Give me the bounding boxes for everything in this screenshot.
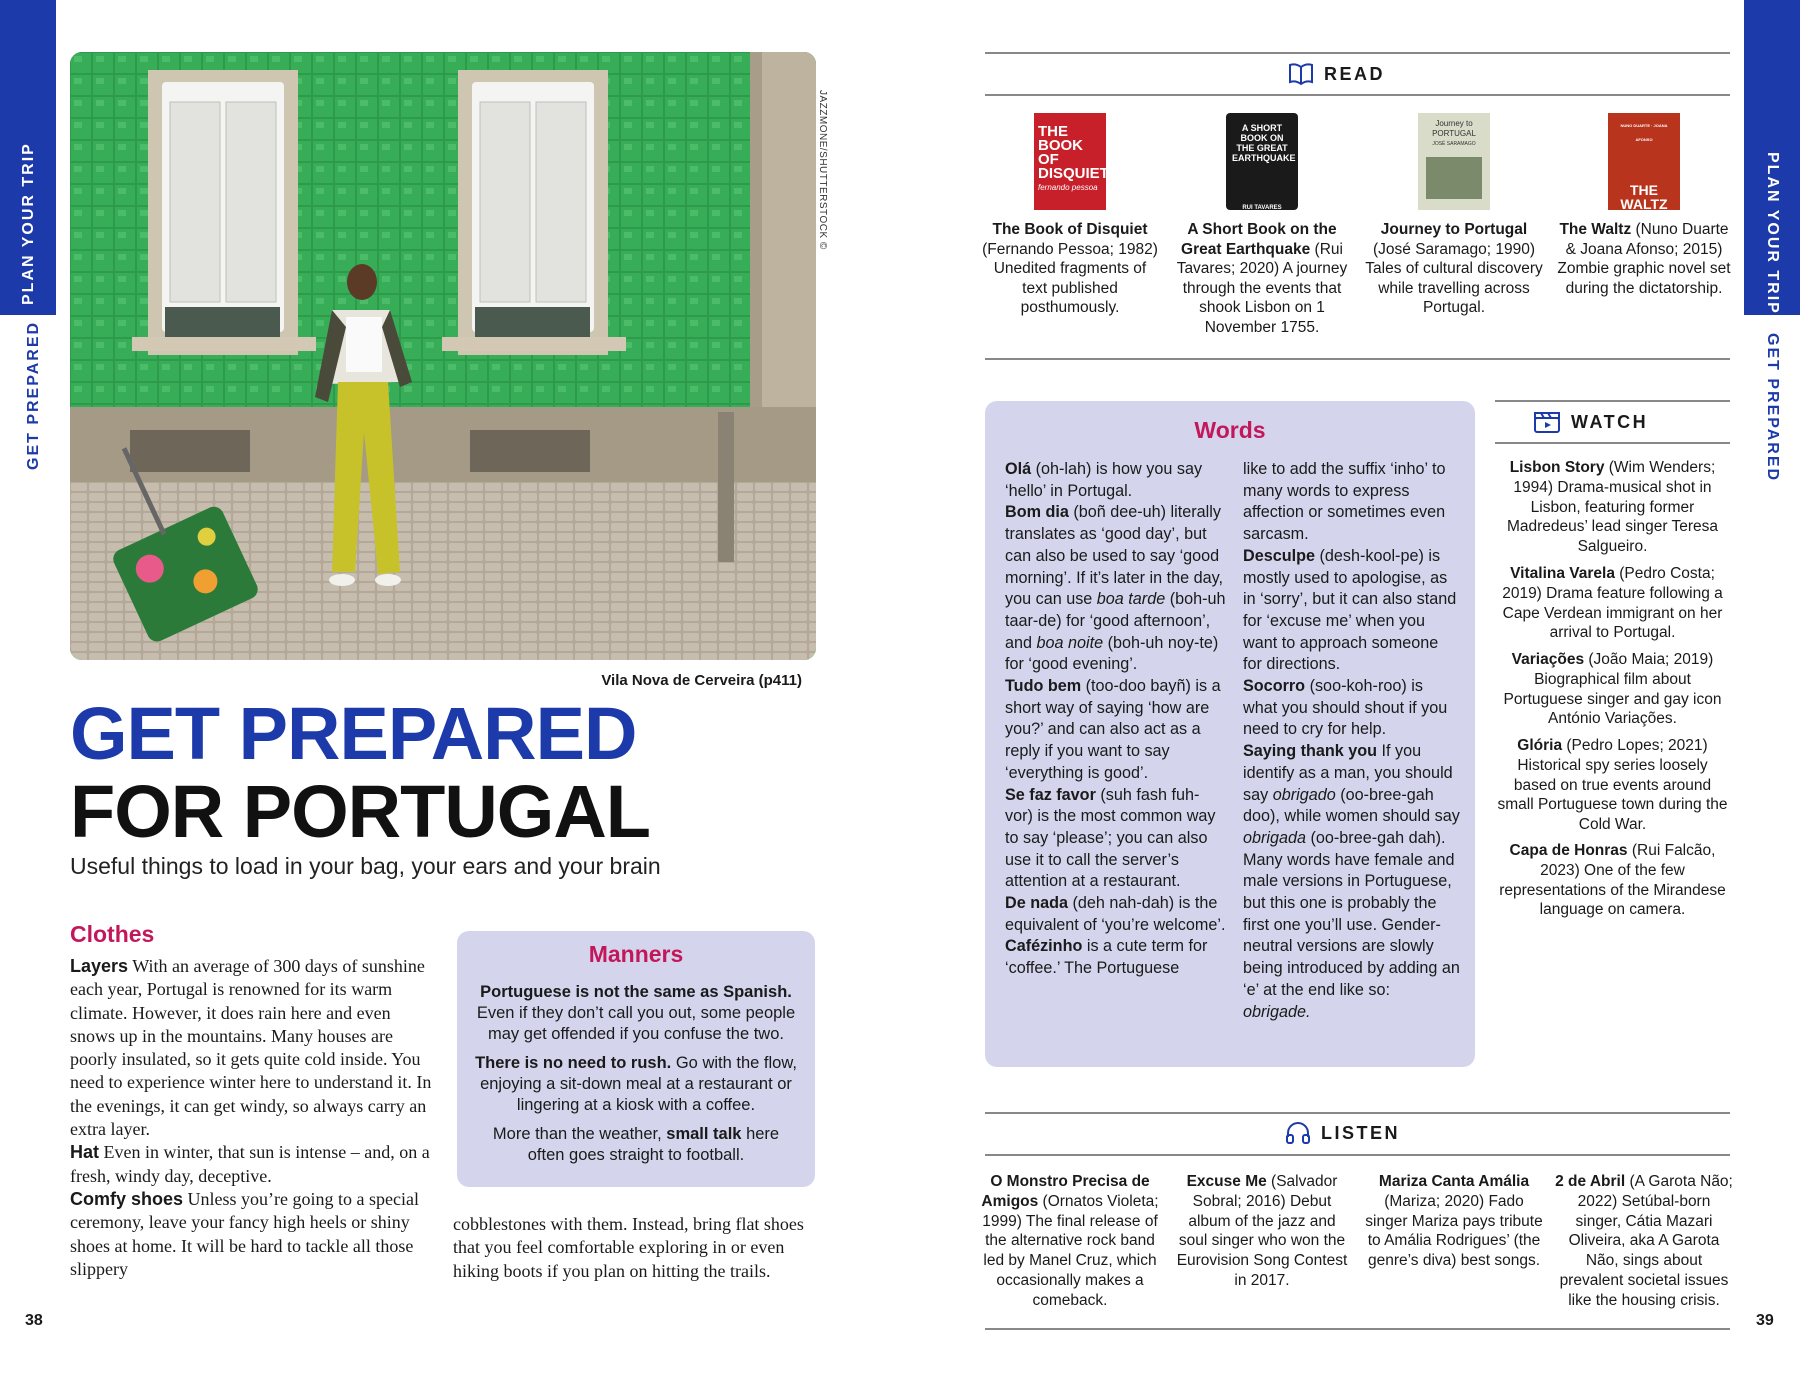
clothes-text-shoes: Unless you’re going to a special ceremony, leave your fancy high heels or shiny shoes at home. It will be hard to tackle all those slippery — [70, 1188, 419, 1279]
read-bottom-rule — [985, 94, 1730, 96]
manners-tip-2-bold: There is no need to rush. — [475, 1054, 672, 1072]
clothes-text-layers: With an average of 300 days of sunshine each year, Portugal is renowned for its warm climate. However, it does rain here and even snows up in the mountains. Many houses are poorly insulated, so it gets quite cold inside. You need to experience winter here to understand it. In the evenings, it can get windy, so always carry an extra layer. — [70, 956, 432, 1140]
book-entry-waltz: The Waltz (Nuno Duarte & Joana Afonso; 2015) Zombie graphic novel set during the dictatorship. — [1557, 221, 1731, 297]
headphones-icon — [1285, 1121, 1311, 1145]
words-column-2: like to add the suffix ‘inho’ to many words to express affection or sometimes even sarcasm. Desculpe (desh-kool-pe) is mostly used to apologise, as in ‘sorry’, but it can also stand for ‘excuse me’ when you want to approach someone for directions. Socorro (soo-koh-roo) is what you should shout if you need to cry for help. Saying thank you If you identify as a man, you should say obrigado (oo-bree-gah doo), while women should say obrigada (oo-bree-gah dah). Many words have female and male versions in Portuguese, but this one is probably the first one you’ll use. Gender-neutral versions are slowly being introduced by adding an ‘e’ at the end like so: obrigade. — [1243, 460, 1460, 1021]
manners-tip-3-bold: small talk — [666, 1125, 742, 1143]
photo-caption: Vila Nova de Cerveira (p411) — [601, 672, 802, 689]
manners-tip-3-text: here often goes straight to football. — [527, 1125, 780, 1164]
clothes-term-shoes: Comfy shoes — [70, 1188, 184, 1209]
clothes-term-hat: Hat — [70, 1142, 100, 1163]
words-heading: Words — [1194, 417, 1266, 443]
right-section-label: GET PREPARED — [1764, 333, 1781, 483]
watch-heading-label: WATCH — [1571, 411, 1649, 432]
read-heading-label: READ — [1324, 63, 1386, 84]
clothes-term-layers: Layers — [70, 956, 129, 976]
clothes-heading: Clothes — [70, 921, 155, 947]
book-entry-earthquake: A Short Book on the Great Earthquake (Rui Tavares; 2020) A journey through the events that shook Lisbon on 1 November 1755. — [1176, 221, 1348, 336]
manners-box — [457, 931, 815, 1187]
listen-item-mariza: Mariza Canta Amália (Mariza; 2020) Fado singer Mariza pays tribute to Amália Rodrigues’ (the genre’s diva) best songs. — [1365, 1173, 1543, 1270]
watch-bottom-rule — [1495, 442, 1730, 444]
book-entry-journey: Journey to Portugal (José Saramago; 1990) Tales of cultural discovery while travelling across Portugal. — [1365, 221, 1543, 317]
book-cover-journey: Journey to PORTUGAL JOSÉ SARAMAGO — [1418, 113, 1490, 210]
book-cover-waltz: NUNO DUARTE · JOANA AFONSO THE WALTZ — [1608, 113, 1680, 210]
title-line-1: GET PREPARED — [70, 692, 637, 775]
words-column-1: Olá (oh-lah) is how you say ‘hello’ in Portugal. Bom dia (boñ dee-uh) literally translates as ‘good day’, but can also be used to say ‘good morning’. If it’s later in the day, you can use boa tarde (boh-uh taar-de) for ‘good afternoon’, and boa noite (boh-uh noy-te) for ‘good evening’. Tudo bem (too-doo bayñ) is a short way of saying ‘how are you?’ and can also act as a reply if you want to say ‘everything is good’. Se faz favor (suh fash fuh-vor) is the most common way to say ‘please’; you can also use it to call the server’s attention at a restaurant. De nada (deh nah-dah) is the equivalent of ‘you’re welcome’. Cafézinho is a cute term for ‘coffee.’ The Portuguese — [1005, 460, 1226, 978]
traveller-street-illustration — [70, 52, 816, 660]
clothes-text-column-2: cobblestones with them. Instead, bring flat shoes that you feel comfortable exploring in or even hiking boots if you plan on hitting the trails. — [453, 1214, 804, 1281]
clapperboard-icon — [1533, 410, 1561, 434]
watch-item-variacoes: Variações (João Maia; 2019) Biographical film about Portuguese singer and gay icon António Variações. — [1503, 651, 1722, 728]
page-subtitle: Useful things to load in your bag, your ears and your brain — [70, 853, 661, 879]
manners-tip-2-text: Go with the flow, enjoying a sit-down meal at a restaurant or lingering at a kiosk with a coffee. — [480, 1054, 797, 1114]
manners-tip-2 — [457, 1053, 815, 1116]
watch-item-vitalina-varela: Vitalina Varela (Pedro Costa; 2019) Drama feature following a Cape Verdean immigrant on her arrival to Portugal. — [1502, 565, 1723, 642]
words-box — [985, 401, 1475, 1067]
listen-item-ornatos-violeta: O Monstro Precisa de Amigos (Ornatos Violeta; 1999) The final release of the alternative rock band led by Manel Cruz, which occasionally makes a comeback. — [981, 1173, 1159, 1309]
photo-credit: JAZZMONE/SHUTTERSTOCK © — [817, 90, 828, 250]
left-section-label: GET PREPARED — [25, 320, 42, 470]
right-tab-label: PLAN YOUR TRIP — [1764, 152, 1781, 315]
book-entry-disquiet: The Book of Disquiet (Fernando Pessoa; 1982) Unedited fragments of text published posthumously. — [982, 221, 1158, 317]
watch-heading — [1533, 410, 1648, 434]
page-number-left: 38 — [25, 1312, 43, 1329]
listen-section-end-rule — [985, 1328, 1730, 1330]
page-number-right: 39 — [1756, 1312, 1774, 1329]
page-title — [70, 692, 650, 853]
listen-item-salvador-sobral: Excuse Me (Salvador Sobral; 2016) Debut album of the jazz and soul singer who won the Eurovision Song Contest in 2017. — [1176, 1173, 1348, 1289]
right-side-tab — [1744, 0, 1800, 315]
listen-heading — [1285, 1121, 1400, 1145]
book-cover-earthquake: A SHORT BOOK ON THE GREAT EARTHQUAKE RUI TAVARES — [1226, 113, 1298, 210]
read-heading — [1288, 62, 1385, 86]
watch-item-lisbon-story: Lisbon Story (Wim Wenders; 1994) Drama-musical shot in Lisbon, featuring former Madredeus’ lead singer Teresa Salgueiro. — [1506, 459, 1719, 556]
clothes-text-column-1 — [70, 955, 435, 1281]
manners-tip-3 — [457, 1124, 815, 1166]
manners-tip-1-bold: Portuguese is not the same as Spanish. — [480, 983, 792, 1001]
title-line-2: FOR PORTUGAL — [70, 770, 650, 853]
clothes-text-hat: Even in winter, that sun is intense – and, on a fresh, windy day, deceptive. — [70, 1142, 430, 1186]
listen-top-rule — [985, 1112, 1730, 1114]
manners-heading: Manners — [588, 941, 684, 967]
watch-item-gloria: Glória (Pedro Lopes; 2021) Historical spy series loosely based on true events around small Portuguese town during the Cold War. — [1497, 737, 1728, 834]
hero-photo — [70, 52, 816, 660]
listen-item-a-garota-nao: 2 de Abril (A Garota Não; 2022) Setúbal-born singer, Cátia Mazari Oliveira, aka A Garota Não, sings about prevalent societal issues like the housing crisis. — [1555, 1173, 1733, 1309]
read-section-end-rule — [985, 358, 1730, 360]
manners-tip-3-pre: More than the weather, — [492, 1125, 667, 1143]
manners-tip-1-text: Even if they don’t call you out, some people may get offended if you confuse the two. — [476, 1004, 796, 1043]
watch-item-capa-de-honras: Capa de Honras (Rui Falcão, 2023) One of the few representations of the Mirandese language on camera. — [1499, 842, 1726, 919]
left-side-tab — [0, 0, 56, 315]
left-tab-label: PLAN YOUR TRIP — [20, 142, 37, 305]
manners-tip-1 — [457, 982, 815, 1045]
listen-heading-label: LISTEN — [1321, 1122, 1401, 1143]
watch-top-rule — [1495, 400, 1730, 402]
book-cover-disquiet: THE BOOK OF DISQUIET fernando pessoa — [1034, 113, 1106, 210]
book-open-icon — [1288, 62, 1314, 86]
listen-bottom-rule — [985, 1154, 1730, 1156]
read-top-rule — [985, 52, 1730, 54]
